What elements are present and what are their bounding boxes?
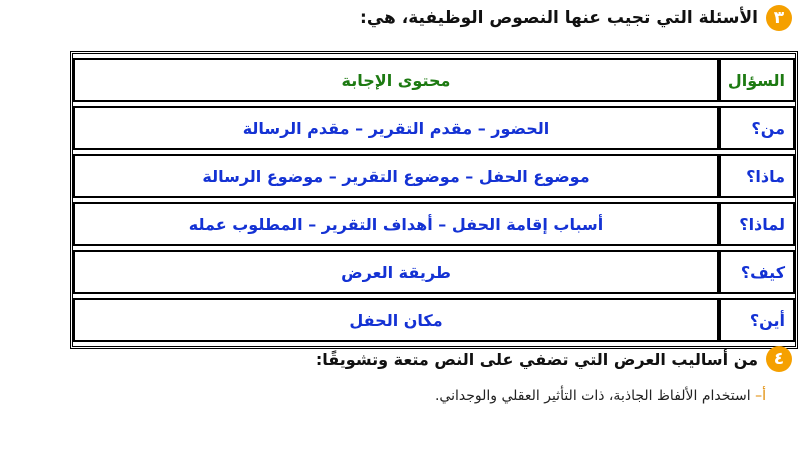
- row-question: لماذا؟: [719, 202, 795, 246]
- row-question: كيف؟: [719, 250, 795, 294]
- section-heading: الأسئلة التي تجيب عنها النصوص الوظيفية، هي:: [360, 8, 758, 28]
- section-heading: من أساليب العرض التي تضفي على النص متعة وتشويقًا:: [315, 350, 758, 369]
- row-answer: طريقة العرض: [73, 250, 719, 294]
- header-question: السؤال: [719, 58, 795, 102]
- list-item-letter: أ–: [755, 388, 766, 404]
- table-row: [73, 250, 795, 294]
- table-row: [73, 298, 795, 342]
- header-answer: محتوى الإجابة: [73, 58, 719, 102]
- row-question: ماذا؟: [719, 154, 795, 198]
- section-number-badge: ٣: [766, 5, 792, 31]
- row-answer: أسباب إقامة الحفل – أهداف التقرير – المطلوب عمله: [73, 202, 719, 246]
- list-item-text: استخدام الألفاظ الجاذبة، ذات التأثير العقلي والوجداني.: [434, 388, 756, 404]
- table-row: [73, 154, 795, 198]
- table-row: [73, 202, 795, 246]
- row-answer: الحضور – مقدم التقرير – مقدم الرسالة: [73, 106, 719, 150]
- row-answer: موضوع الحفل – موضوع التقرير – موضوع الرسالة: [73, 154, 719, 198]
- row-question: أين؟: [719, 298, 795, 342]
- table-header-row: [73, 58, 795, 102]
- questions-table: [70, 51, 798, 349]
- section-number-badge: ٤: [766, 346, 792, 372]
- list-item: [435, 388, 766, 404]
- row-answer: مكان الحفل: [73, 298, 719, 342]
- row-question: من؟: [719, 106, 795, 150]
- table-row: [73, 106, 795, 150]
